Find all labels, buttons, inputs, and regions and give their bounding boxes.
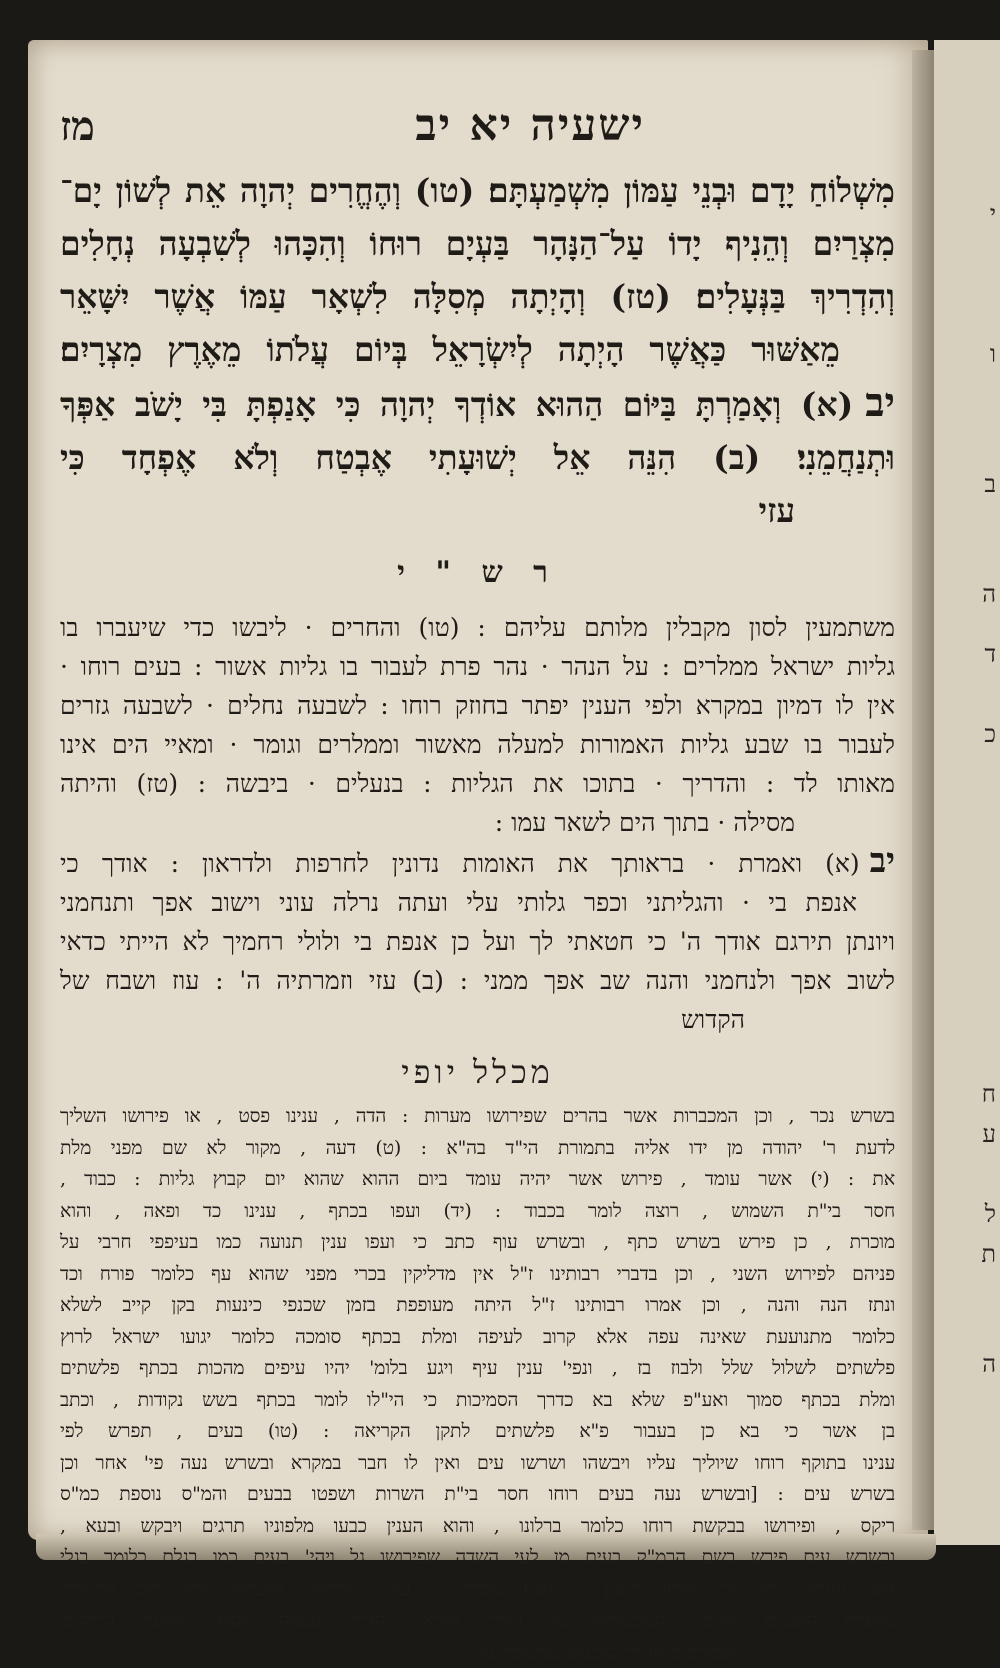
michlal-yofi-commentary <box>60 1101 895 1668</box>
scripture-text <box>60 164 895 537</box>
michlal-line: ריקס , ופירושו בבקשת רוחו כלומר ברלונו , והוא הענין כבעו מלפוניו תרגים ויבקש ובעא , <box>60 1511 895 1543</box>
michlal-line: חסר בי"ת השמוש , רוצה לומר בכבוד : (יד) ועפו בכתף , ענינו כד ופאה , והוא <box>60 1196 895 1228</box>
page-number: מז <box>60 103 95 150</box>
rashi-line: אין לו דמיון במקרא ולפי הענין יפתר בחוזק רוחו : לשבעה נחלים · לשבעה גזרים <box>60 686 895 725</box>
page-content <box>60 100 895 1668</box>
book-gutter <box>912 50 934 1530</box>
running-title: ישעיה יא יב <box>415 100 645 151</box>
facing-fragment: ו <box>990 340 996 369</box>
rashi-commentary <box>60 608 895 1039</box>
scripture-line-text: (א) וְאָמַרְתָּ בַּיּוֹם הַהוּא אוֹדְךָ יְהוָה כִּי אָנַפְתָּ בִּי יָשֹׁב אַפְּךָ <box>60 385 853 424</box>
michlal-line: לדעת ר' יהודה מן ידו אליה בתמורת הי"ד בה"א : (ט) דעה , מקור לא שם מפני מלת <box>60 1133 895 1165</box>
michlal-yofi-title: מכלל יופי <box>60 1053 895 1091</box>
rashi-line <box>60 842 895 883</box>
rashi-line: ויונתן תירגם אודך ה' כי חטאתי לך ועל כן אנפת בי ולולי רחמיך לא הייתי כדאי <box>60 922 895 961</box>
scripture-line: וְהִדְרִיךְ בַּנְּעָלִים׃ (טז) וְהָיְתָה מְסִלָּה לִשְׁאָר עַמּוֹ אֲשֶׁר יִשָּׁאֵר <box>60 270 895 323</box>
michlal-line: מוכרת , כן פירש בשרש כתף , ובשרש עוף כתב כי ועפו ענין תנועה כמו בעיפפי חרבי על <box>60 1227 895 1259</box>
michlal-line: ומלת בכתף סמוך ואע"פ שלא בא כדרך הסמיכות כי הי"לו לומר בכתף בשש נקודות , וכתב <box>60 1385 895 1417</box>
scripture-line: וּתְנַחֲמֵנִי׃ (ב) הִנֵּה אֵל יְשׁוּעָתִי אֶבְטַח וְלֹא אֶפְחָד כִּי <box>60 431 895 484</box>
michlal-line: שמרימים הדרך באבנים שמשימין בה : <box>60 1637 895 1668</box>
facing-fragment: ל <box>985 1200 996 1229</box>
michlal-line: בן אשר כי בא כן בעבור פ"א פלשתים לתקן הקריאה : (טו) בעים , תפרש לפי <box>60 1416 895 1448</box>
michlal-line: פלשתים לשלול שלל ולבוז בז , ונפי' ענין עיף ויגע בלומ' יהיו עיפים מהכות בכתף פלשתים <box>60 1353 895 1385</box>
facing-fragment: ת <box>981 1240 996 1269</box>
michlal-line: את : (י) אשר עומד , פירוש אשר יהיה עומד ביום ההוא שהוא יום קבוץ גליות : כבוד , <box>60 1164 895 1196</box>
michlal-line: בהסרת האבנים והרמת המכשולות מן הדרך נקראת הדרך עצמה מסלה ולדעת הריק"ם <box>60 1605 895 1637</box>
rashi-line: משתמעין לסון מקבלין מלותם עליהם : (טו) והחרים · ליבשו כדי שיעברו בו <box>60 608 895 647</box>
facing-fragment: י <box>990 200 996 229</box>
scripture-line: מִצְרַיִם וְהֵנִיף יָדוֹ עַל־הַנָּהָר בַּעְיָם רוּחוֹ וְהִכָּהוּ לְשִׁבְעָה נְחָלִים <box>60 217 895 270</box>
facing-fragment: ה <box>982 1350 996 1379</box>
michlal-line: כלומר מתנועעת שאינה עפה אלא קרוב לעיפה ומלת בכתף סומכה כלומר יגועו ישראל לרוץ <box>60 1322 895 1354</box>
michlal-line: ענינו בתוקף רוחו שיוליך עליו ויבשהו ושרשו עים ואין לו חבר במקרא ובשרש נעה פי' אחר וכן <box>60 1448 895 1480</box>
catchword: עזי <box>60 484 895 537</box>
rashi-line: לשוב אפך ולנחמני והנה שב אפך ממני : (ב) עזי וזמרתיה ה' : עוז ושבח של <box>60 961 895 1000</box>
rashi-line: מסילה · בתוך הים לשאר עמו : <box>60 803 895 842</box>
running-head <box>60 100 895 160</box>
rashi-line: מאותו לד : והדריך · בתוכו את הגליות : בנעלים · ביבשה : (טז) והיתה <box>60 764 895 803</box>
michlal-line: פניהם לפירוש השני , וכן בדברי רבותינו ז"ל אין מדליקין בכרי מפני שהוא עף כלומר פורח וכד <box>60 1259 895 1291</box>
facing-fragment: כ <box>984 720 996 749</box>
rashi-title: ר ש " י <box>60 555 895 590</box>
chapter-marker: יב <box>865 379 895 426</box>
rashi-line: הקדוש <box>60 1000 895 1039</box>
rashi-line: אנפת בי · והגליתני וכפר גלותי עלי ועתה נרלה עוני וישוב אפך ותנחמני <box>60 883 895 922</box>
chapter-marker: יב <box>870 841 895 881</box>
facing-fragment: ח <box>982 1080 996 1109</box>
michlal-line: ונתז הנה והנה , וכן אמרו רבותינו ז"ל היתה מעופפת בזמן שכנפי כינעות בקן קייב לשלא <box>60 1290 895 1322</box>
rashi-line-text: (א) ואמרת · בראותך את האומות נדונין לחרפות ולדראון : אודך כי <box>60 849 860 878</box>
scripture-line <box>60 376 895 431</box>
rashi-line: גליות ישראל ממלרים : על הנהר · נהר פרת לעבור בו גליות אשור : בעים רוחו · <box>60 647 895 686</box>
michlal-line: בשרש עים : [ובשרש נעה בעים רוחו חסר בי"ת השרות ושפטו בבעים והמ"ס נוספת כמ"ס <box>60 1479 895 1511</box>
scripture-line: מֵאַשּׁוּר כַּאֲשֶׁר הָיְתָה לְיִשְׂרָאֵל בְּיוֹם עֲלֹתוֹ מֵאֶרֶץ מִצְרָיִם׃ <box>60 323 895 376</box>
scripture-line: מִשְׁלוֹחַ יָדָם וּבְנֵי עַמּוֹן מִשְׁמַעְתָּם׃ (טו) וְהֶחֱרִים יְהוָה אֵת לְשׁוֹן יָם־ <box>60 164 895 217</box>
michlal-line: ובשרש עים פירש בשם הרמ"ק בעים מן לעי השדה שפירושו גל ויהי' בעים כמו בגלם כלומר בגלי <box>60 1542 895 1574</box>
facing-fragment: ע <box>982 1120 996 1149</box>
michlal-line: הים והנהר יניף ידו ורוחו ל"ם] : (טז) מסלה , ענינו ההרסה והגבהה ולפי רוב הרגילות <box>60 1574 895 1606</box>
facing-fragment: ב <box>984 470 996 499</box>
facing-fragment: ד <box>984 640 996 669</box>
michlal-line: בשרש נכר , וכן המכברות אשר בהרים שפירושו מערות : הדה , ענינו פסט , או פירושו השליך <box>60 1101 895 1133</box>
rashi-line: לעבור בו שבע גליות האמורות למעלה מאשור וממלרים וגומר · ומאיי הים אינו <box>60 725 895 764</box>
facing-fragment: ה <box>982 580 996 609</box>
facing-page-edge <box>934 40 1000 1545</box>
